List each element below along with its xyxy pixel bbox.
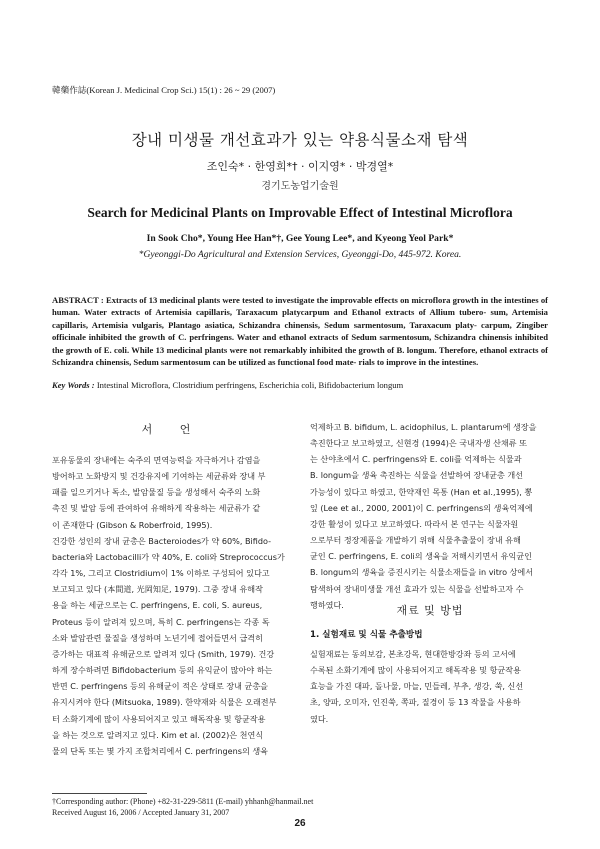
- abstract-line: sum, Artemisia capillaris, Artemisia vulgaris, Plantago asiatica, Schizandra chinensis, Sedum sarmentosum, Taraxacum platy-: [52, 307, 548, 330]
- korean-title: 장내 미생물 개선효과가 있는 약용식물소재 탐색: [131, 131, 469, 149]
- body-line: 억제하고 B. bifidum, L. acidophilus, L. plantarum에 생장을: [310, 422, 537, 432]
- body-line: 으로부터 정장제품을 개발하기 위해 식물추출물이 장내 유해: [310, 535, 521, 546]
- body-line: 잎 (Lee et al., 2000, 2001)이 C. perfringens의 생육억제에: [310, 502, 533, 513]
- keywords-text: Intestinal Microflora, Clostridium perfringens, Escherichia coli, Bifidobacterium longum: [96, 380, 404, 390]
- footnote-divider: [52, 793, 147, 794]
- abstract-line: carpum, Zingiber officinale inhibited the growth of C. perfringens. Water and ethanol extracts of Sedum sarmentosum,: [52, 319, 548, 343]
- english-authors: In Sook Cho*, Young Hee Han*†, Gee Young Lee*, and Kyeong Yeol Park*: [146, 233, 454, 244]
- body-line: 건강한 성인의 장내 균총은 Bacteroiodes가 약 60%, Bifido-: [52, 535, 272, 546]
- body-line: 균인 C. perfringens, E. coli의 생육을 저해시키면서 유익균인: [310, 551, 532, 562]
- body-line: 이 존재한다 (Gibson & Roberfroid, 1995).: [52, 519, 213, 530]
- abstract-line: intestines of human. Water extracts of Artemisia capillaris, Taraxacum platycarpum and Ethanol extracts of Allium tubero-: [52, 295, 548, 318]
- body-line: 각각 1%, 그리고 Clostridium이 1% 이하로 구성되어 있다고: [52, 568, 270, 579]
- body-line: 을 하는 것으로 알려지고 있다. Kim et al. (2002)은 천연식: [52, 729, 264, 740]
- footnote: [52, 796, 313, 818]
- body-line: 가능성이 있다고 하였고, 한약재인 목통 (Han et al.,1995), 뽕: [310, 486, 533, 497]
- abstract-line: Extracts of 13 medicinal plants were tested to investigate the improvable effects on microflora growth in the: [106, 295, 502, 305]
- body-line: B. longum을 생육 촉진하는 식물을 선발하여 장내균총 개선: [310, 470, 523, 481]
- body-line: 보고되고 있다 (本間道, 光岡知足, 1979). 그중 장내 유해작: [52, 584, 263, 595]
- footnote-received: Received August 16, 2006 / Accepted January 31, 2007: [52, 808, 230, 817]
- body-line: 용을 하는 세균으로는 C. perfringens, E. coli, S. aureus,: [52, 600, 263, 611]
- body-line: 초, 양파, 오미자, 인진쑥, 쪽파, 질경이 등 13 작물을 사용하: [310, 697, 521, 708]
- page-number: 26: [294, 818, 306, 829]
- footnote-corresponding: †Corresponding author: (Phone) +82-31-229-5811 (E-mail) yhhanh@hanmail.net: [52, 797, 314, 806]
- body-line: 촉진 및 발암 등에 관여하여 유해하게 작용하는 세균류가 같: [52, 503, 261, 514]
- body-line: 하게 장수하려면 Bifidobacterium 등의 유익균이 많아야 하는: [52, 665, 273, 676]
- abstract-line: B. longum. Therefore, ethanol extracts of Schizandra chinensis, Sedum sarmentosum can be utilized as functional food mate-: [52, 344, 549, 368]
- body-line: 유지시켜야 한다 (Mitsuoka, 1989). 한약재와 식물은 오래전부: [52, 697, 277, 708]
- body-line: 촉진한다고 보고하였고, 신현경 (1994)은 국내자생 산채류 또: [310, 438, 527, 449]
- body-line: 행하였다.: [310, 599, 344, 610]
- section-heading-intro: 서 언: [141, 423, 203, 436]
- body-line: B. longum의 생육을 증진시키는 식물소재들을 in vitro 상에서: [310, 567, 534, 578]
- journal-header: 韓藥作誌(Korean J. Medicinal Crop Sci.) 15(1) : 26 ~ 29 (2007): [52, 85, 276, 95]
- body-line: 탐색하여 장내미생물 개선 효과가 있는 식물을 선발하고자 수: [310, 583, 524, 594]
- keywords-label: Key Words :: [52, 380, 95, 390]
- abstract-label: ABSTRACT :: [52, 295, 104, 305]
- methods-column: [310, 646, 550, 727]
- abstract-line: Schizandra chinensis inhibited the growth of E. coli. While 13 medicinal plants were not remarkably inhibited the growth of: [52, 332, 548, 355]
- body-line: 물의 단독 또는 몇 가지 조합처리에서 C. perfringens의 생육: [52, 745, 269, 756]
- korean-authors: 조인숙* · 한영희*† · 이지영* · 박경열*: [206, 160, 394, 173]
- body-line: 실험재료는 동의보감, 본초강목, 현대한방강좌 등의 고서에: [310, 649, 516, 659]
- subsection-heading: 1. 실험재료 및 식물 추출방법: [310, 630, 423, 640]
- body-line: 강한 활성이 있다고 보고하였다. 따라서 본 연구는 식물자원: [310, 518, 519, 529]
- body-line: Proteus 등이 알려져 있으며, 특히 C. perfringens는 각종 독: [52, 616, 270, 627]
- body-line: 소와 발암관련 물질을 생성하며 노년기에 접어들면서 급격히: [52, 632, 263, 643]
- section-heading-methods: 재료 및 방법: [396, 604, 464, 617]
- body-line: 증가하는 대표적 유해균으로 알려져 있다 (Smith, 1979). 건강: [52, 648, 275, 659]
- english-affiliation: *Gyeonggi-Do Agricultural and Extension Services, Gyeonggi-Do, 445-972. Korea.: [138, 249, 462, 260]
- body-line: 효능을 가진 대파, 돌나물, 마늘, 민들레, 부추, 생강, 쑥, 신선: [310, 681, 524, 692]
- keywords: [52, 380, 548, 390]
- body-line: 방어하고 노화방지 및 건강유지에 기여하는 세균류와 장내 부: [52, 471, 266, 482]
- english-title: Search for Medicinal Plants on Improvable Effect of Intestinal Microflora: [87, 205, 513, 220]
- korean-affiliation: 경기도농업기술원: [261, 181, 339, 192]
- intro-column: [52, 452, 292, 759]
- body-line: 수록된 소화기계에 많이 사용되어지고 해독작용 및 항균작용: [310, 665, 521, 676]
- right-column: [310, 419, 550, 613]
- abstract: [52, 294, 548, 368]
- abstract-line: rials to improve in the intestines.: [358, 357, 479, 368]
- body-line: 였다.: [310, 713, 329, 724]
- body-line: 패를 일으키거나 독소, 발암물질 등을 생성해서 숙주의 노화: [52, 487, 261, 498]
- body-line: 는 산야초에서 C. perfringens와 E. coli를 억제하는 식물과: [310, 454, 522, 465]
- body-line: bacteria와 Lactobacilli가 약 40%, E. coli와 Streprococcus가: [52, 551, 285, 562]
- body-line: 터 소화기계에 많이 사용되어지고 있고 해독작용 및 항균작용: [52, 713, 266, 724]
- body-line: 반면 C. perfringens 등의 유해균이 적은 상태로 장내 균총을: [52, 681, 269, 692]
- body-line: 포유동물의 장내에는 숙주의 면역능력을 자극하거나 감염을: [52, 455, 261, 465]
